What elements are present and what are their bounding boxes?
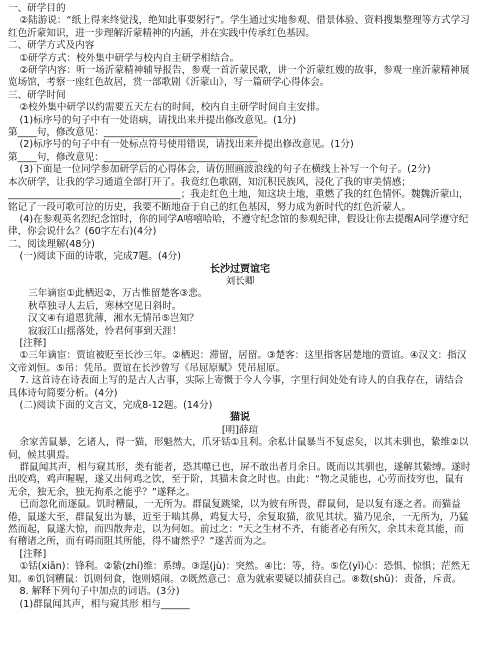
paragraph-time: ②校外集中研学以约需要五天左右的时间，校内自主研学时间自主安排。 bbox=[19, 102, 326, 114]
poem-notes: ①三年谪宦：贾谊被贬至长沙三年。②栖迟：滞留，居留。③楚客：这里指客居楚地的贾谊。④汉文：指汉文帝刘恒。⑤吊：凭吊。贾谊在长沙曾写《吊屈原赋》凭吊屈原。 bbox=[8, 350, 467, 374]
heading-method-content: 二、研学方式及内容 bbox=[8, 40, 95, 52]
heading-research-purpose: 一、研学目的 bbox=[8, 3, 66, 14]
heading-reading: 二、阅读理解(48分) bbox=[8, 238, 95, 250]
poem-author: 刘长卿 bbox=[225, 275, 255, 287]
question-8: 8. 解释下列句子中加点的词语。(3分) bbox=[19, 586, 180, 598]
questions-section bbox=[8, 115, 472, 264]
prose-block bbox=[8, 412, 472, 611]
poem-notes-label: [注释] bbox=[19, 337, 47, 349]
prose-paragraph: 已而忽化而逐鼠。饥时糟鼠，一无所为。群鼠复跳梁，以为彼有所畏，群鼠伺，是以复有逐之者。而猫益倦，鼠遂大至，群鼠复出为暴，近至于啮其鼻，鸡复大号，余复取猫，欲见其状。猫乃见余，一无所为，乃猛然而起，鼠遂大惊，而四散奔走，以为何如。前过之：“天之生材不齐，有能者必有所欠，余其未竟其能，而有稽诸之所，而有碍而阻其所能，得不庸然乎？”遂苦而为之。 bbox=[8, 499, 469, 548]
answer-blank-2[interactable]: 第____句，修改意见：________________________________ bbox=[8, 151, 258, 163]
prose-title: 猫说 bbox=[230, 412, 250, 424]
poem-verse: 汉文④有道恩犹薄，湘水无情吊⑤岂知？ bbox=[28, 313, 199, 325]
prose-notes-label: [注释] bbox=[19, 548, 47, 560]
poem-verse: 寂寂江山摇落处，怜君何事到天涯！ bbox=[28, 325, 182, 337]
poem-title: 长沙过贾谊宅 bbox=[210, 263, 270, 275]
heading-research-time: 三、研学时间 bbox=[8, 89, 66, 101]
question-2: (2)标序号的句子中有一处标点符号使用错误，请找出来并提出修改意见。(1分) bbox=[19, 139, 354, 151]
poem-verse: 三年谪宦①此栖迟②，万古惟留楚客③悲。 bbox=[28, 288, 208, 300]
answer-blank-1[interactable]: 第____句，修改意见：________________________________ bbox=[8, 127, 258, 139]
heading-poem-section: (一)阅读下面的诗歌，完成7题。(4分) bbox=[19, 251, 182, 263]
question-7: 7. 这首诗在诗表面上写的是古人古事，实际上寄慨于今人今事，字里行间处处有诗人的自我存在，请结合具体诗句简要分析。(4分) bbox=[8, 375, 464, 399]
poem-block bbox=[8, 264, 472, 413]
paragraph-method: ①研学方式：校外集中研学与校内自主研学相结合。 bbox=[19, 52, 240, 64]
question-3: (3)下面是一位同学参加研学后的心得体会，请仿照画波浪线的句子在横线上补写一个句子。(2分) bbox=[19, 164, 431, 176]
heading-prose-section: (二)阅读下面的文言文，完成8-12题。(14分) bbox=[19, 400, 213, 411]
paragraph-content: ②研学内容：听一场沂蒙精神辅导报告，参观一首沂蒙民歌，讲一个沂蒙红嫂的故事，参观一座沂蒙精神展览场馆，考察一座红色故居，赏一部歌剧《沂蒙山》，写一篇研学心得体会。 bbox=[8, 65, 470, 89]
question-4: (4)在参观英名烈纪念馆时，你的同学A嘻嘻哈哈，不遵守纪念馆的参观纪律，假设让你去提醒A同学遵守纪律，你会说什么？(60字左右)(4分) bbox=[8, 213, 469, 238]
question-1: (1)标序号的句子中有一处语病，请找出来并提出修改意见。(1分) bbox=[19, 114, 297, 126]
question-3-passage: 本次研学，让我的学习通道全部打开了。我竟红色歌剧，知沉积民族风，浸化了我的审美情感；____________________________________；我走红色土地，知这块土地，重燃了我的红色情怀。魏魏沂蒙山，铭记了一段可歌可泣的历史，我要不断地奋于自己的红色基因，努力成为新时代的红色沂蒙人。 bbox=[8, 176, 469, 213]
prose-paragraph: 群鼠闻其声，相与窥其形，类有能者，恐其噬已也，屏不敢出者月余日。既而以其驯也，遂解其絷缚。遂时出咬鸡，鸡声喔喔，遂又出何鸡之饮，至于阶，其猫未食之时也。由此：“物之灵能也，心劳而技穷也，鼠有无余，独无余，独无拘系之能乎？”遂释之。 bbox=[8, 462, 471, 498]
prose-author: [明]薛瑄 bbox=[221, 424, 259, 436]
question-8-item-1[interactable]: (1)群鼠闻其声，相与窥其形 相与______ bbox=[19, 598, 190, 610]
poem-verse: 秋草独寻人去后，寒林空见日斜时。 bbox=[28, 300, 182, 312]
paragraph-purpose: ②陆游说：“纸上得来终觉浅，绝知此事要躬行”。学生通过实地参观、借景体验、资料搜集整理等方式学习红色沂蒙知识，进一步理解沂蒙精神的内涵，并在实践中传承红色基因。 bbox=[8, 15, 470, 39]
intro-section bbox=[8, 3, 472, 115]
prose-notes: ①铦(xiān)：锋利。②絷(zhí)维：系缚。③逞(jù)：突然。④比：等，待。⑤仡(yì)心：恐惧、惊惧；茫然无知。⑥饥饲糟鼠：饥则伺食，饱则嬉闹。⑦既然意己：意为就索要疑以捕获自己。⑧数(shǔ)：责备，斥责。 bbox=[8, 561, 470, 585]
prose-paragraph: 余家苦鼠暴，乞诸人，得一猫，形魁然大，爪牙铦①且利。余私计鼠暴当不复虑矣，以其未驯也，絷维②以伺，候其驯焉。 bbox=[8, 437, 469, 461]
